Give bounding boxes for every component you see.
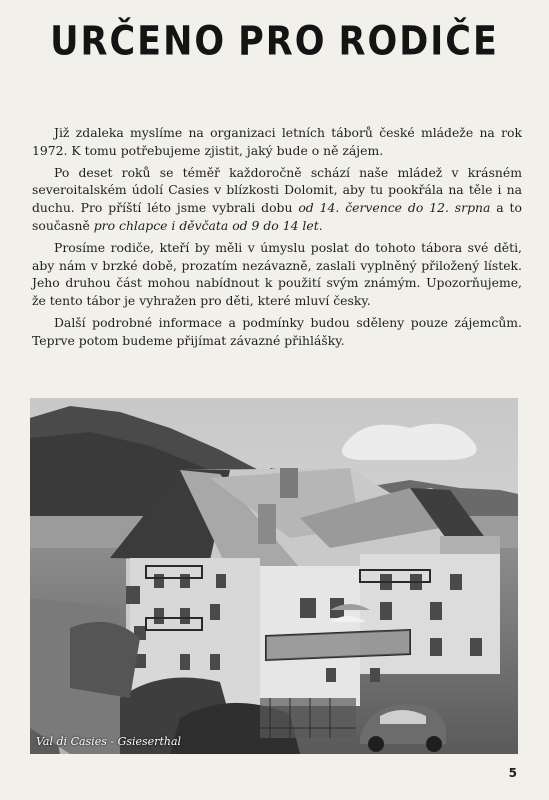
paragraph: Již zdaleka myslíme na organizaci letních táborů české mládeže na rok 1972. K tomu potřebujeme zjistit, jaký bude o ně zájem. xyxy=(32,125,522,158)
paragraph: Prosíme rodiče, kteří by měli v úmyslu poslat do tohoto tábora své děti, aby nám v brzké době, prozatím nezávazně, zaslali vyplněný přiložený lístek. Jeho druhou část mohou nabídnout k použití svým známým. Upozorňujeme, že tento tábor je vyhražen pro děti, které mluví česky. xyxy=(32,239,522,309)
page-number: 5 xyxy=(508,766,517,780)
ages-emphasis: pro chlapce i děvčata od 9 do 14 let xyxy=(93,217,319,233)
chalet-photo xyxy=(30,398,518,754)
title-word: RODIČE xyxy=(338,19,499,65)
paragraph: Po deset roků se téměř každoročně schází naše mládež v krásném severoitalském údolí Casies v blízkosti Dolomit, aby tu pookřála na těle i na duchu. Pro příští léto jsme vybrali dobu od 14. července do 12. srpna a to současně pro chlapce i děvčata od 9 do 14 let. xyxy=(32,164,522,233)
body-text xyxy=(32,124,522,354)
paragraph: Další podrobné informace a podmínky budou sděleny pouze zájemcům. Teprve potom budeme přijímat závazné přihlášky. xyxy=(32,314,522,348)
title-word: PRO xyxy=(238,19,327,65)
dates-emphasis: od 14. července do 12. srpna xyxy=(298,200,491,216)
title-word: URČENO xyxy=(50,19,227,65)
page-title xyxy=(0,19,549,65)
photo-caption: Val di Casies - Gsieserthal xyxy=(36,735,182,748)
